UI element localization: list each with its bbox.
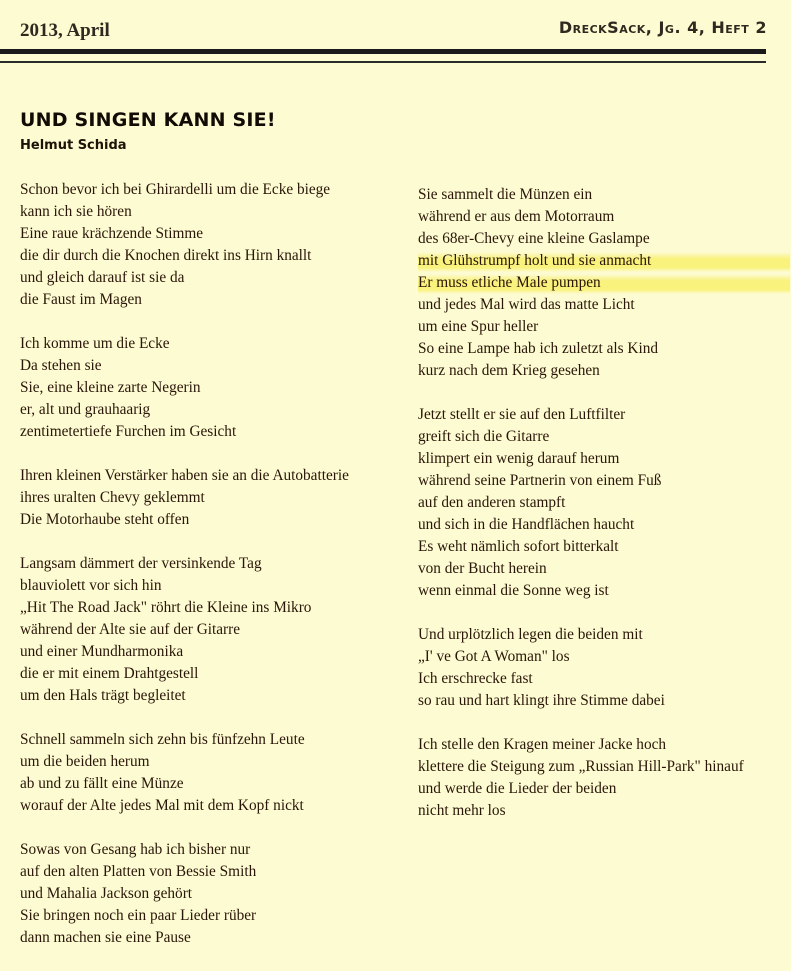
poem-line: er, alt und grauhaarig: [20, 401, 151, 418]
poem-line: die dir durch die Knochen direkt ins Hirn knallt: [20, 247, 312, 264]
poem-line: kurz nach dem Krieg gesehen: [418, 362, 600, 379]
poem-line: Es weht nämlich sofort bitterkalt: [418, 538, 619, 555]
poem-stanza: [20, 179, 390, 311]
poem-line: von der Bucht herein: [418, 560, 547, 577]
poem-stanza: [418, 404, 790, 602]
magazine-issue: DreckSack, Jg. 4, Heft 2: [558, 18, 767, 37]
poem-line: Schon bevor ich bei Ghirardelli um die Ecke biege: [20, 181, 331, 198]
poem-line: während seine Partnerin von einem Fuß: [418, 472, 662, 489]
poem-line: Sie sammelt die Münzen ein: [418, 186, 593, 203]
poem-line: „Hit The Road Jack" röhrt die Kleine ins Mikro: [20, 599, 312, 616]
poem-line: und jedes Mal wird das matte Licht: [418, 296, 635, 313]
header-rule-thin: [0, 61, 766, 63]
poem-line: die Faust im Magen: [20, 291, 142, 308]
poem-stanza: [20, 729, 390, 817]
poem-line: Die Motorhaube steht offen: [20, 511, 190, 528]
poem-line: ihres uralten Chevy geklemmt: [20, 489, 205, 506]
poem-stanza: [20, 333, 390, 443]
poem-line: Ich stelle den Kragen meiner Jacke hoch: [418, 736, 667, 753]
article-author: Helmut Schida: [20, 138, 127, 153]
poem-line: greift sich die Gitarre: [418, 428, 550, 445]
poem-stanza: [20, 553, 390, 707]
poem-line: Sie bringen noch ein paar Lieder rüber: [20, 907, 257, 924]
poem-line: Und urplötzlich legen die beiden mit: [418, 626, 643, 643]
poem-line: kann ich sie hören: [20, 203, 132, 220]
poem-line: und werde die Lieder der beiden: [418, 780, 617, 797]
poem-line: auf den anderen stampft: [418, 494, 566, 511]
poem-line: mit Glühstrumpf holt und sie anmacht: [418, 250, 790, 272]
poem-stanza: [418, 734, 790, 822]
poem-line: Eine raue krächzende Stimme: [20, 225, 204, 242]
poem-line: um den Hals trägt begleitet: [20, 687, 186, 704]
poem-line: ab und zu fällt eine Münze: [20, 775, 184, 792]
poem-line: klimpert ein wenig darauf herum: [418, 450, 620, 467]
poem-line: und gleich darauf ist sie da: [20, 269, 185, 286]
poem-line: Schnell sammeln sich zehn bis fünfzehn Leute: [20, 731, 305, 748]
poem-line: Er muss etliche Male pumpen: [418, 272, 790, 294]
poem-line: und Mahalia Jackson gehört: [20, 885, 193, 902]
poem-line: Sie, eine kleine zarte Negerin: [20, 379, 201, 396]
poem-stanza: [20, 839, 390, 949]
poem-line: Jetzt stellt er sie auf den Luftfilter: [418, 406, 626, 423]
poem-line: Sowas von Gesang hab ich bisher nur: [20, 841, 251, 858]
poem-line: Ich erschrecke fast: [418, 670, 533, 687]
poem-stanza: [418, 624, 790, 712]
poem-line: blauviolett vor sich hin: [20, 577, 162, 594]
poem-column-left: [20, 179, 390, 971]
poem-line: um eine Spur heller: [418, 318, 539, 335]
header-rule-thick: [0, 49, 766, 54]
poem-line: auf den alten Platten von Bessie Smith: [20, 863, 257, 880]
poem-line: Da stehen sie: [20, 357, 102, 374]
poem-line: während der Alte sie auf der Gitarre: [20, 621, 241, 638]
poem-line: so rau und hart klingt ihre Stimme dabei: [418, 692, 665, 709]
poem-line: und einer Mundharmonika: [20, 643, 184, 660]
poem-line: des 68er-Chevy eine kleine Gaslampe: [418, 230, 650, 247]
poem-line: Langsam dämmert der versinkende Tag: [20, 555, 262, 572]
poem-line: und sich in die Handflächen haucht: [418, 516, 635, 533]
poem-line: worauf der Alte jedes Mal mit dem Kopf nickt: [20, 797, 304, 814]
article-title: UND SINGEN KANN SIE!: [20, 109, 276, 131]
poem-line: während er aus dem Motorraum: [418, 208, 615, 225]
poem-line: die er mit einem Drahtgestell: [20, 665, 199, 682]
poem-line: So eine Lampe hab ich zuletzt als Kind: [418, 340, 658, 357]
poem-line: Ihren kleinen Verstärker haben sie an die Autobatterie: [20, 467, 349, 484]
poem-line: klettere die Steigung zum „Russian Hill-Park" hinauf: [418, 758, 744, 775]
poem-line: wenn einmal die Sonne weg ist: [418, 582, 609, 599]
poem-line: Ich komme um die Ecke: [20, 335, 170, 352]
poem-stanza: [418, 184, 790, 382]
poem-line: zentimetertiefe Furchen im Gesicht: [20, 423, 237, 440]
poem-stanza: [20, 465, 390, 531]
poem-line: „I' ve Got A Woman" los: [418, 648, 570, 665]
issue-date: 2013, April: [20, 20, 110, 41]
poem-column-right: [418, 184, 790, 844]
poem-line: nicht mehr los: [418, 802, 506, 819]
poem-line: dann machen sie eine Pause: [20, 929, 191, 946]
poem-line: um die beiden herum: [20, 753, 150, 770]
